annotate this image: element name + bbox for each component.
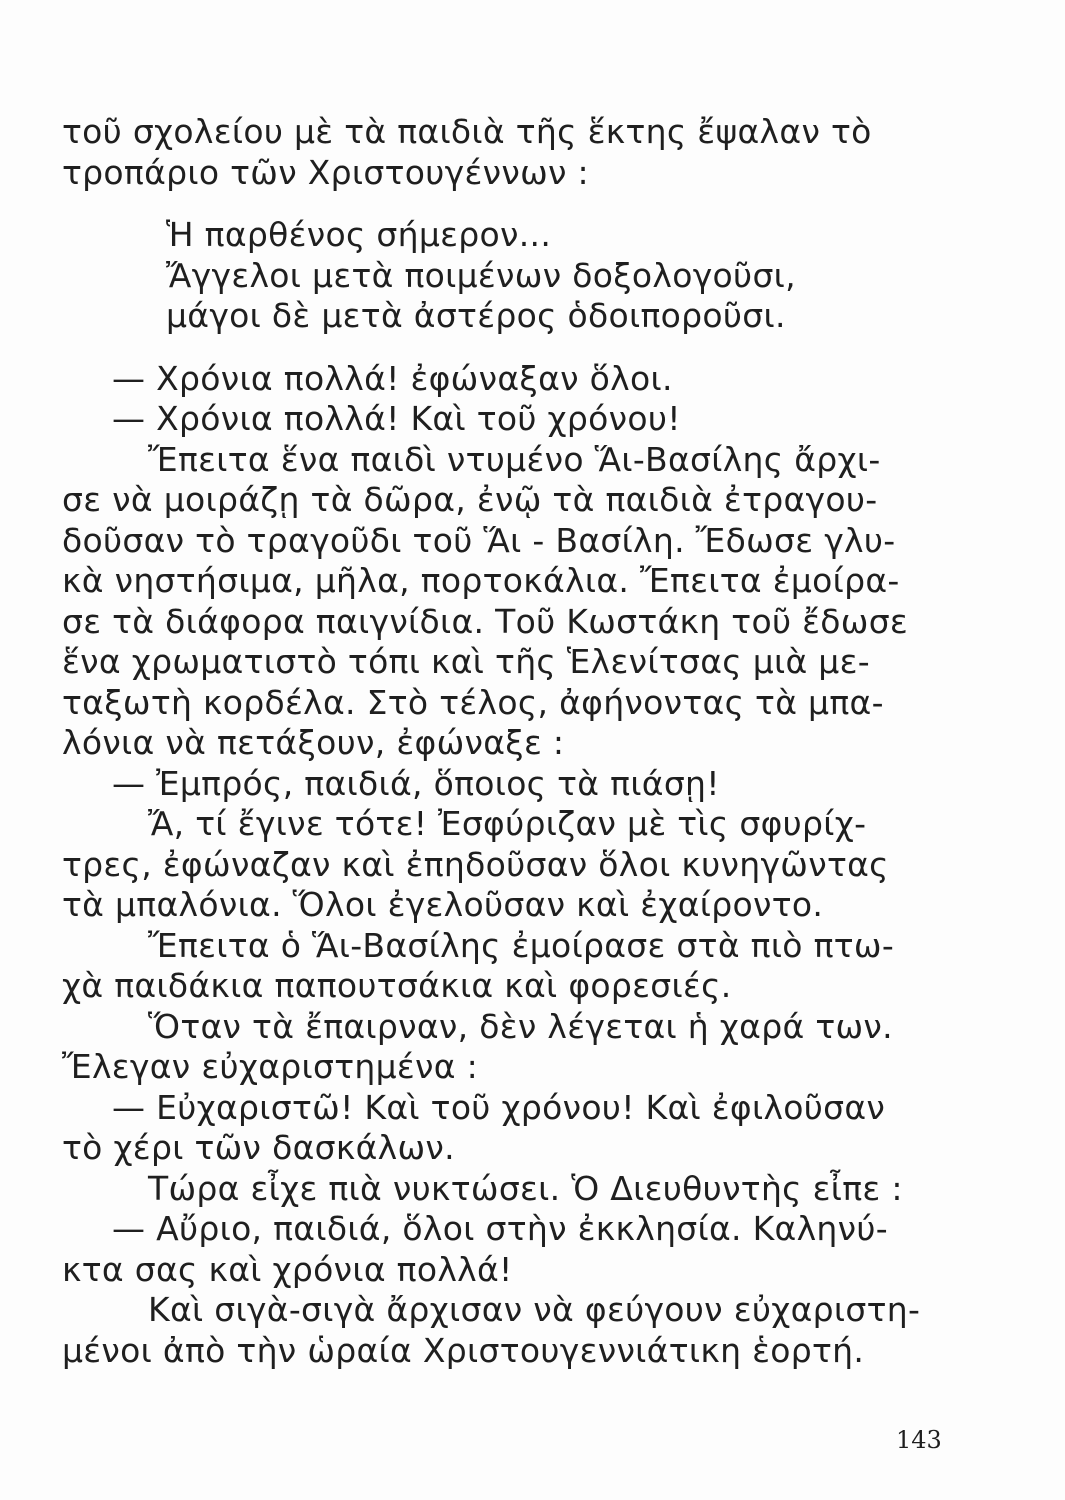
paragraph-joy	[62, 1007, 957, 1088]
text-line: Καὶ σιγὰ-σιγὰ ἄρχισαν νὰ φεύγουν εὐχαριστη-	[148, 1290, 921, 1329]
text-line: ταξωτὴ κορδέλα. Στὸ τέλος, ἀφήνοντας τὰ μπα-	[62, 682, 884, 722]
text-line: τοῦ σχολείου μὲ τὰ παιδιὰ τῆς ἕκτης ἔψαλαν τὸ	[62, 112, 872, 151]
paragraph-night	[62, 1169, 957, 1210]
text-line: — Εὐχαριστῶ! Καὶ τοῦ χρόνου! Καὶ ἐφιλοῦσαν	[112, 1087, 886, 1127]
text-line: Ἔπειτα ἕνα παιδὶ ντυμένο Ἅι-Βασίλης ἄρχι-	[148, 439, 881, 479]
dialogue-goodnight	[62, 1209, 957, 1290]
text-line: Ὅταν τὰ ἔπαιρναν, δὲν λέγεται ἡ χαρά των.	[148, 1006, 893, 1046]
text-line: τροπάριο τῶν Χριστουγέννων :	[62, 152, 589, 192]
text-line: λόνια νὰ πετάξουν, ἐφώναξε :	[62, 723, 565, 762]
verse-line: Ἡ παρθένος σήμερον...	[166, 215, 552, 254]
paragraph-gifts	[62, 440, 957, 764]
text-line: Ἔλεγαν εὐχαριστημένα :	[62, 1047, 479, 1086]
text-line: — Αὔριο, παιδιά, ὅλοι στὴν ἐκκλησία. Καληνύ-	[112, 1209, 888, 1248]
text-line: σε τὰ διάφορα παιγνίδια. Τοῦ Κωστάκη τοῦ ἔδωσε	[62, 601, 909, 641]
text-line: δοῦσαν τὸ τραγοῦδι τοῦ Ἅι - Βασίλη. Ἔδωσε γλυ-	[62, 520, 896, 560]
text-line: Ἔπειτα ὁ Ἅι-Βασίλης ἐμοίρασε στὰ πιὸ πτω-	[148, 925, 895, 965]
verse-line: Ἄγγελοι μετὰ ποιμένων δοξολογοῦσι,	[166, 255, 796, 295]
dialogue-greeting-2	[62, 399, 957, 440]
body-text	[62, 112, 957, 1371]
text-line: ἕνα χρωματιστὸ τόπι καὶ τῆς Ἑλενίτσας μιὰ με-	[62, 642, 870, 681]
verse-line: μάγοι δὲ μετὰ ἀστέρος ὁδοιποροῦσι.	[166, 296, 786, 335]
text-line: Τώρα εἶχε πιὰ νυκτώσει. Ὁ Διευθυντὴς εἶπε :	[148, 1168, 903, 1208]
text-line: — Χρόνια πολλά! ἐφώναξαν ὅλοι.	[112, 358, 673, 398]
text-line: χὰ παιδάκια παπουτσάκια καὶ φορεσιές.	[62, 966, 732, 1005]
dialogue-thanks	[62, 1088, 957, 1169]
text-line: — Χρόνια πολλά! Καὶ τοῦ χρόνου!	[112, 399, 681, 438]
text-line: τὸ χέρι τῶν δασκάλων.	[62, 1128, 455, 1167]
text-line: κὰ νηστήσιμα, μῆλα, πορτοκάλια. Ἔπειτα ἐμοίρα-	[62, 561, 900, 600]
paragraph-end	[62, 1290, 957, 1371]
text-line: τὰ μπαλόνια. Ὅλοι ἐγελοῦσαν καὶ ἐχαίροντο.	[62, 885, 824, 924]
text-line: κτα σας καὶ χρόνια πολλά!	[62, 1249, 513, 1289]
dialogue-shout	[62, 764, 957, 805]
text-line: — Ἐμπρός, παιδιά, ὅποιος τὰ πιάσῃ!	[112, 763, 720, 803]
text-line: τρες, ἐφώναζαν καὶ ἐπηδοῦσαν ὅλοι κυνηγῶντας	[62, 844, 889, 884]
hymn-verse	[62, 215, 957, 337]
intro-paragraph	[62, 112, 957, 193]
text-line: σε νὰ μοιράζῃ τὰ δῶρα, ἐνῷ τὰ παιδιὰ ἐτραγου-	[62, 480, 878, 519]
text-line: Ἄ, τί ἔγινε τότε! Ἐσφύριζαν μὲ τὶς σφυρίχ-	[148, 804, 867, 843]
paragraph-whistles	[62, 804, 957, 926]
paragraph-shoes	[62, 926, 957, 1007]
text-line: μένοι ἀπὸ τὴν ὡραία Χριστουγεννιάτικη ἑορτή.	[62, 1330, 865, 1370]
page-number: 143	[896, 1426, 942, 1454]
dialogue-greeting-1	[62, 359, 957, 400]
